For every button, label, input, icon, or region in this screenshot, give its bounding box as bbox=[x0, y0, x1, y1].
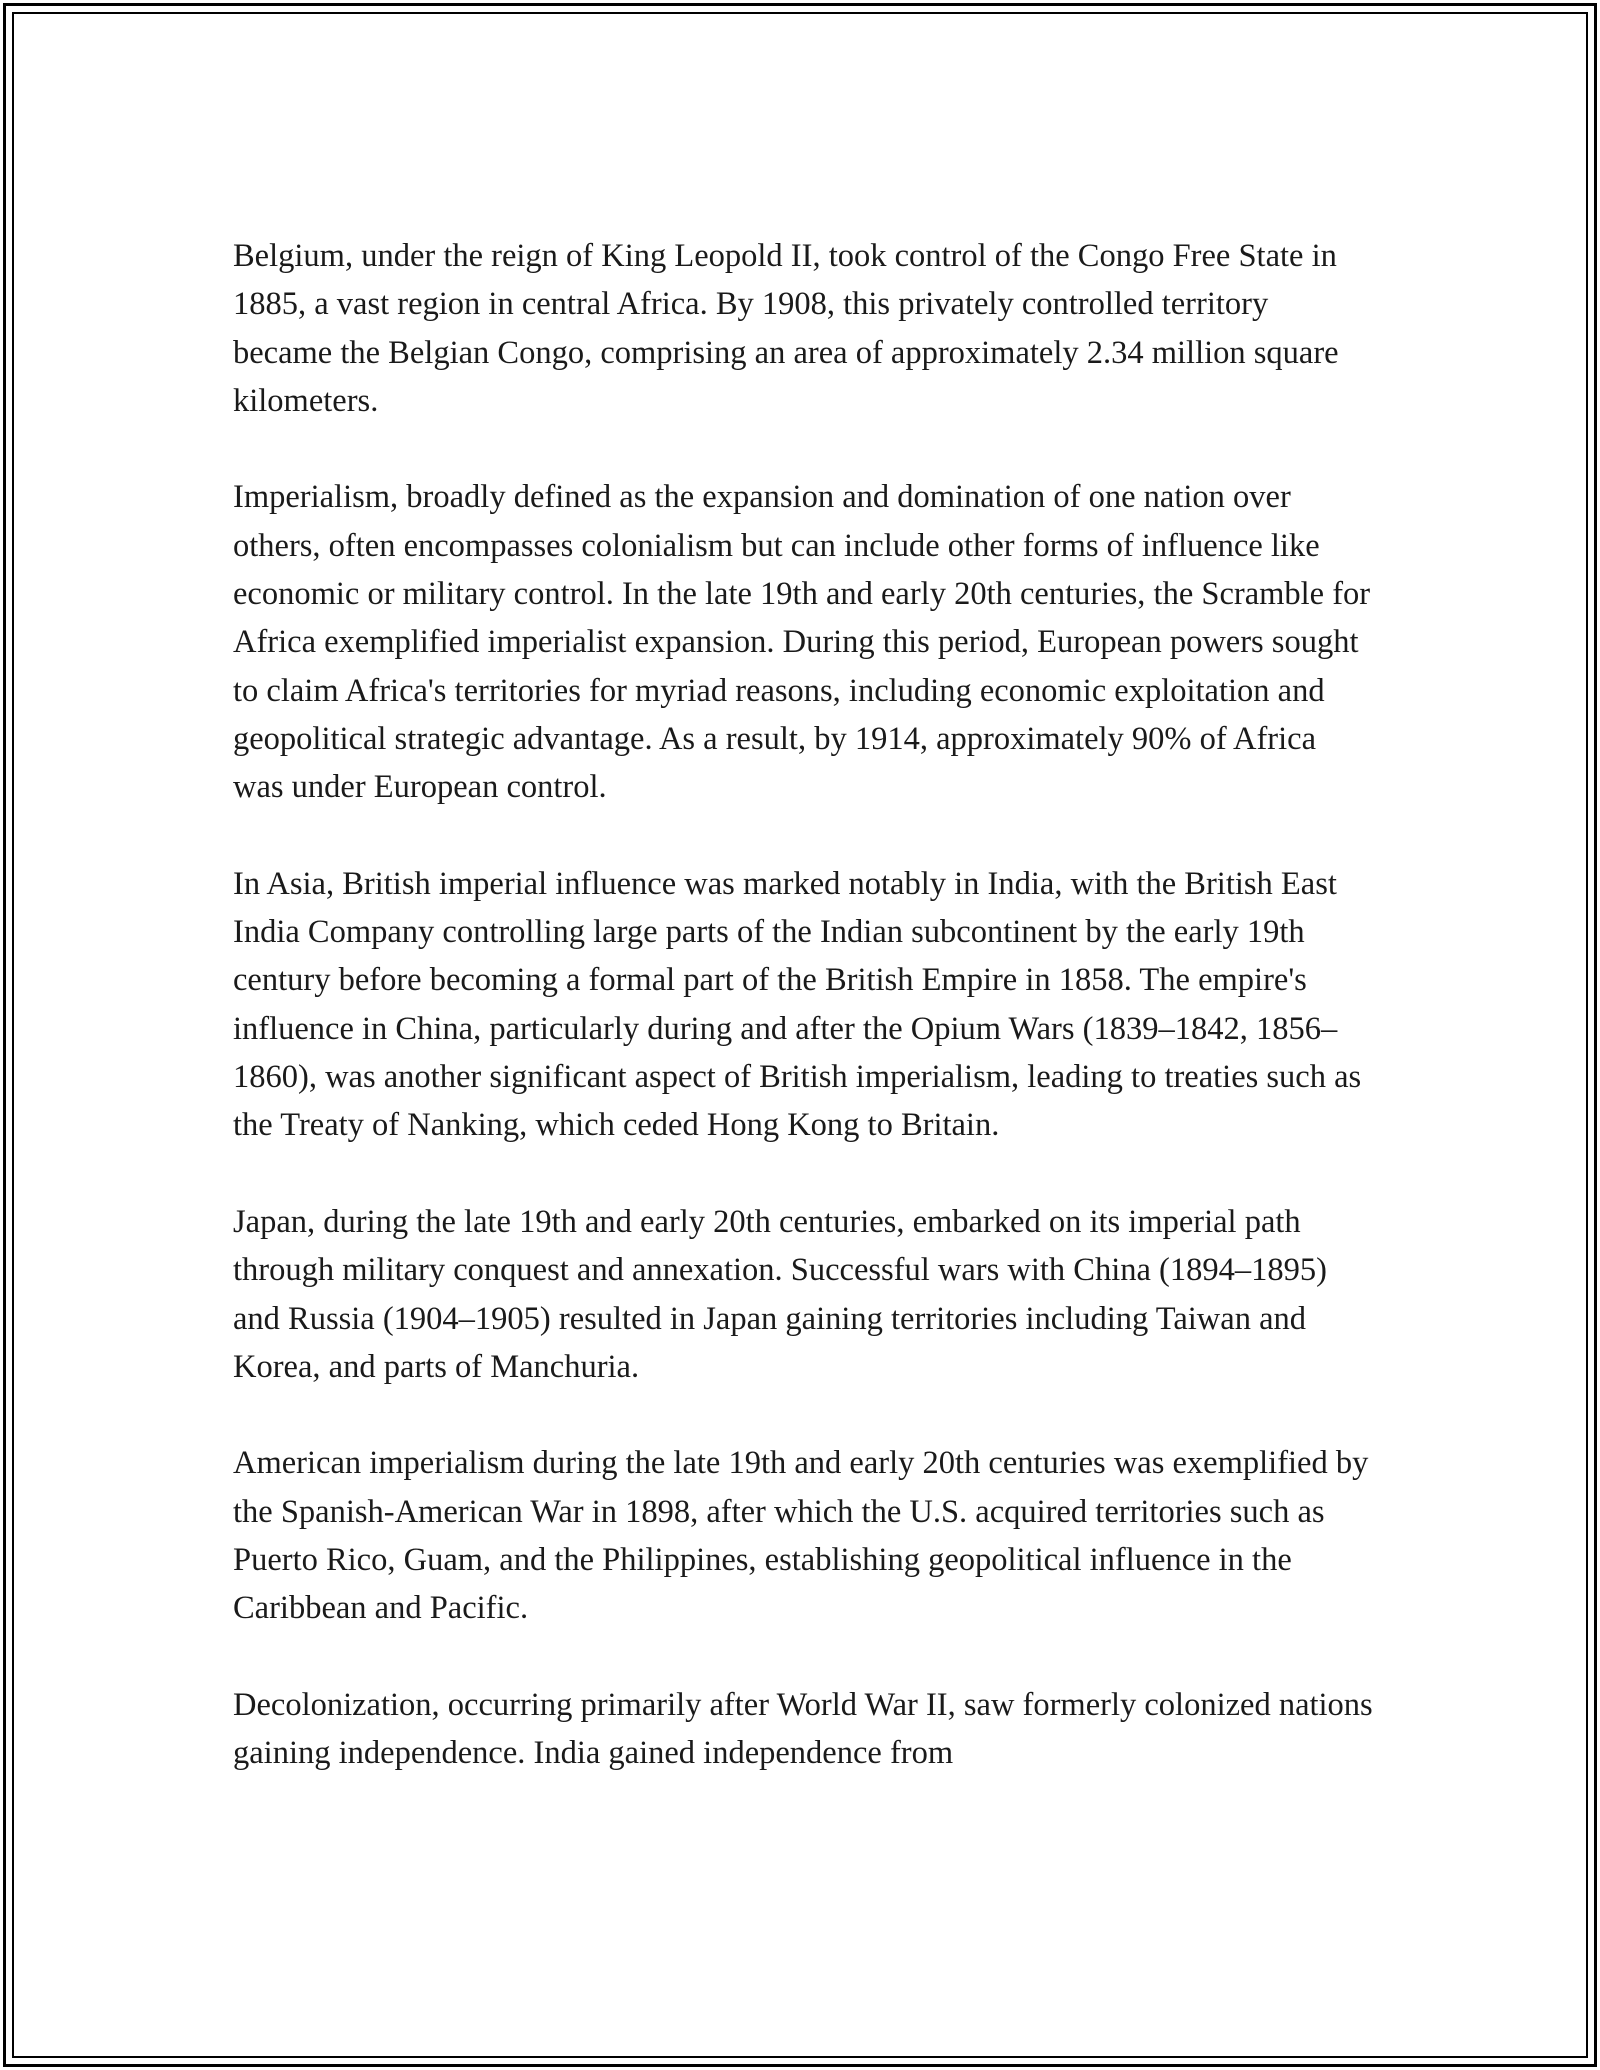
paragraph-japan: Japan, during the late 19th and early 20th centuries, embarked on its imperial path through military conquest and annexation. Successful wars with China (1894–1895) and Russia (1904–1905) resulted in Japan gaining territories including Taiwan and Korea, and parts of Manchuria. bbox=[233, 1203, 1327, 1385]
paragraph-british-asia: In Asia, British imperial influence was marked notably in India, with the British East India Company controlling large parts of the Indian subcontinent by the early 19th century before becoming a formal part of the British Empire in 1858. The empire's influence in China, particularly during and after the Opium Wars (1839–1842, 1856–1860), was another significant aspect of British imperialism, leading to treaties such as the Treaty of Nanking, which ceded Hong Kong to Britain. bbox=[233, 865, 1362, 1144]
paragraph-imperialism-africa: Imperialism, broadly defined as the expansion and domination of one nation over others, often encompasses colonialism but can include other forms of influence like economic or military control. In the late 19th and early 20th centuries, the Scramble for Africa exemplified imperialist expansion. During this period, European powers sought to claim Africa's territories for myriad reasons, including economic exploitation and geopolitical strategic advantage. As a result, by 1914, approximately 90% of Africa was under European control. bbox=[233, 479, 1371, 806]
paragraph-decolonization: Decolonization, occurring primarily after World War II, saw formerly colonized nations gaining independence. India gained independence from bbox=[233, 1686, 1373, 1772]
paragraph-belgium-congo: Belgium, under the reign of King Leopold II, took control of the Congo Free State in 1885, a vast region in central Africa. By 1908, this privately controlled territory became the Belgian Congo, comprising an area of approximately 2.34 million square kilometers. bbox=[233, 238, 1339, 419]
paragraph-american-imperialism: American imperialism during the late 19th and early 20th centuries was exemplified by the Spanish-American War in 1898, after which the U.S. acquired territories such as Puerto Rico, Guam, and the Philippines, establishing geopolitical influence in the Caribbean and Pacific. bbox=[233, 1445, 1369, 1627]
document-body bbox=[233, 232, 1373, 1826]
